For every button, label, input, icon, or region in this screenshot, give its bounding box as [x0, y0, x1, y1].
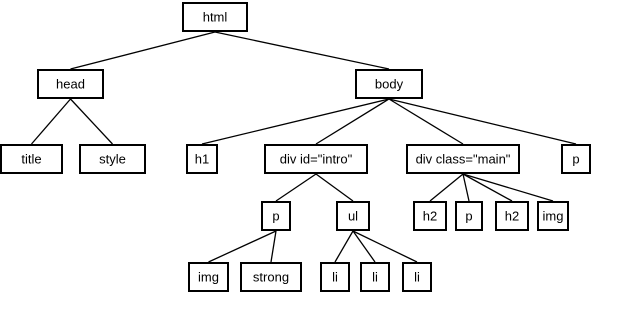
node-head [38, 70, 103, 98]
edge-div-main-to-img-main [463, 174, 553, 201]
edge-body-to-div-intro [316, 99, 389, 144]
node-label-img-main: img [542, 208, 564, 224]
edge-div-intro-to-p-intro [276, 174, 316, 201]
node-title [1, 145, 62, 173]
edge-html-to-head [71, 32, 216, 69]
node-strong [241, 263, 301, 291]
node-label-li-2: li [372, 269, 378, 285]
node-p-body [562, 145, 590, 173]
edge-div-intro-to-ul [316, 174, 353, 201]
node-label-p-body: p [572, 151, 580, 167]
node-label-div-main: div class="main" [415, 151, 511, 167]
edge-body-to-h1 [202, 99, 389, 144]
node-ul [337, 202, 369, 230]
edge-div-main-to-h2-b [463, 174, 512, 201]
node-li-3 [403, 263, 431, 291]
node-label-html: html [202, 9, 228, 25]
node-label-title: title [21, 151, 42, 167]
node-label-div-intro: div id="intro" [279, 151, 353, 167]
node-label-style: style [99, 151, 126, 167]
node-div-intro [265, 145, 367, 173]
node-h1 [187, 145, 217, 173]
node-div-main [407, 145, 519, 173]
node-label-body: body [374, 76, 404, 92]
edge-ul-to-li-1 [335, 231, 353, 262]
node-style [80, 145, 145, 173]
edge-div-main-to-p-main [463, 174, 469, 201]
node-label-strong: strong [252, 269, 290, 285]
edge-p-intro-to-strong [271, 231, 276, 262]
node-h2-b [496, 202, 528, 230]
node-label-p-main: p [465, 208, 473, 224]
node-img-main [538, 202, 568, 230]
node-p-intro [262, 202, 290, 230]
node-label-img-p: img [198, 269, 219, 285]
edge-body-to-div-main [389, 99, 463, 144]
edge-head-to-style [71, 99, 113, 144]
node-img-p [189, 263, 228, 291]
node-label-h2-a: h2 [422, 208, 438, 224]
edge-head-to-title [32, 99, 71, 144]
node-label-p-intro: p [272, 208, 280, 224]
edge-p-intro-to-img-p [209, 231, 277, 262]
tree-nodes [1, 3, 590, 291]
node-label-h2-b: h2 [504, 208, 520, 224]
node-label-li-3: li [414, 269, 420, 285]
edge-body-to-p-body [389, 99, 576, 144]
node-label-li-1: li [332, 269, 338, 285]
node-li-2 [361, 263, 389, 291]
node-body [356, 70, 422, 98]
node-p-main [456, 202, 482, 230]
node-li-1 [321, 263, 349, 291]
edge-html-to-body [215, 32, 389, 69]
node-label-head: head [56, 76, 85, 92]
edge-ul-to-li-3 [353, 231, 417, 262]
node-html [183, 3, 247, 31]
edge-div-main-to-h2-a [430, 174, 463, 201]
node-h2-a [414, 202, 446, 230]
node-label-h1: h1 [194, 151, 210, 167]
node-label-ul: ul [347, 208, 359, 224]
